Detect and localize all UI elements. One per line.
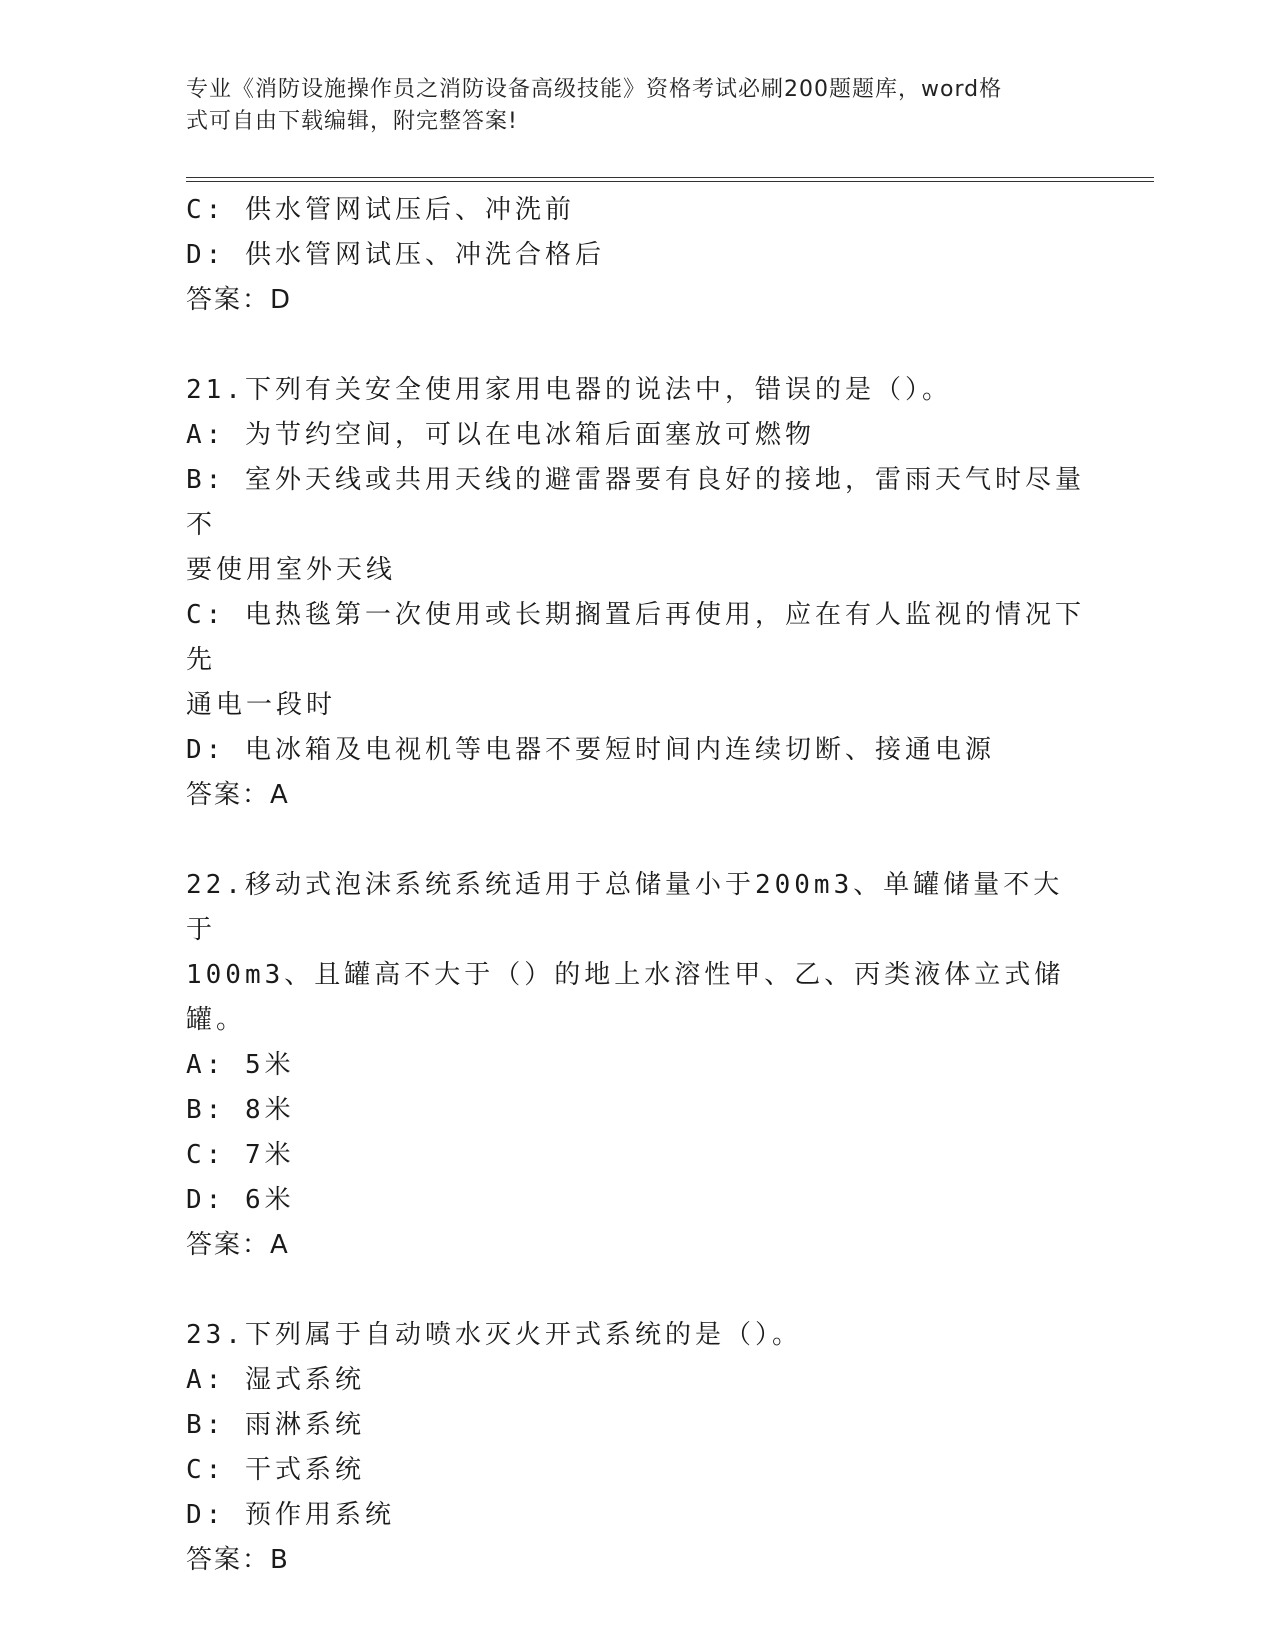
- page-header: [186, 74, 1066, 138]
- option-c: C: 供水管网试压后、冲洗前: [186, 195, 575, 225]
- question-block-22: [186, 863, 1086, 1268]
- option-d: D: 供水管网试压、冲洗合格后: [186, 240, 605, 270]
- spacer: [186, 323, 1086, 368]
- question-block-23: [186, 1313, 1086, 1583]
- question-stem: 21.下列有关安全使用家用电器的说法中，错误的是（）。: [186, 375, 952, 405]
- option-a: A: 5米: [186, 1050, 295, 1080]
- option-a: A: 湿式系统: [186, 1365, 365, 1395]
- header-line-2: 式可自由下载编辑，附完整答案!: [186, 109, 518, 134]
- header-divider-top: [186, 177, 1154, 178]
- option-c: C: 干式系统: [186, 1455, 365, 1485]
- option-b: B: 室外天线或共用天线的避雷器要有良好的接地，雷雨天气时尽量不: [186, 465, 1085, 540]
- answer: 答案：A: [186, 780, 290, 810]
- answer: 答案：D: [186, 285, 293, 315]
- answer: 答案：A: [186, 1230, 290, 1260]
- header-divider-bottom: [186, 181, 1154, 182]
- question-stem-continued: 100m3、且罐高不大于（）的地上水溶性甲、乙、丙类液体立式储罐。: [186, 960, 1065, 1035]
- question-stem: 23.下列属于自动喷水灭火开式系统的是（）。: [186, 1320, 802, 1350]
- answer: 答案：B: [186, 1545, 290, 1575]
- option-b: B: 8米: [186, 1095, 295, 1125]
- option-d: D: 6米: [186, 1185, 295, 1215]
- option-a: A: 为节约空间，可以在电冰箱后面塞放可燃物: [186, 420, 815, 450]
- option-d: D: 电冰箱及电视机等电器不要短时间内连续切断、接通电源: [186, 735, 995, 765]
- question-block-prev: [186, 188, 1086, 323]
- option-c: C: 7米: [186, 1140, 295, 1170]
- question-list: [186, 188, 1086, 1583]
- question-block-21: [186, 368, 1086, 818]
- spacer: [186, 1268, 1086, 1313]
- question-stem: 22.移动式泡沫系统系统适用于总储量小于200m3、单罐储量不大于: [186, 870, 1064, 945]
- option-b-continued: 要使用室外天线: [186, 555, 397, 585]
- option-d: D: 预作用系统: [186, 1500, 395, 1530]
- option-b: B: 雨淋系统: [186, 1410, 365, 1440]
- option-c: C: 电热毯第一次使用或长期搁置后再使用，应在有人监视的情况下先: [186, 600, 1085, 675]
- header-line-1: 专业《消防设施操作员之消防设备高级技能》资格考试必刷200题题库，word格: [186, 77, 1003, 102]
- option-c-continued: 通电一段时: [186, 690, 337, 720]
- spacer: [186, 818, 1086, 863]
